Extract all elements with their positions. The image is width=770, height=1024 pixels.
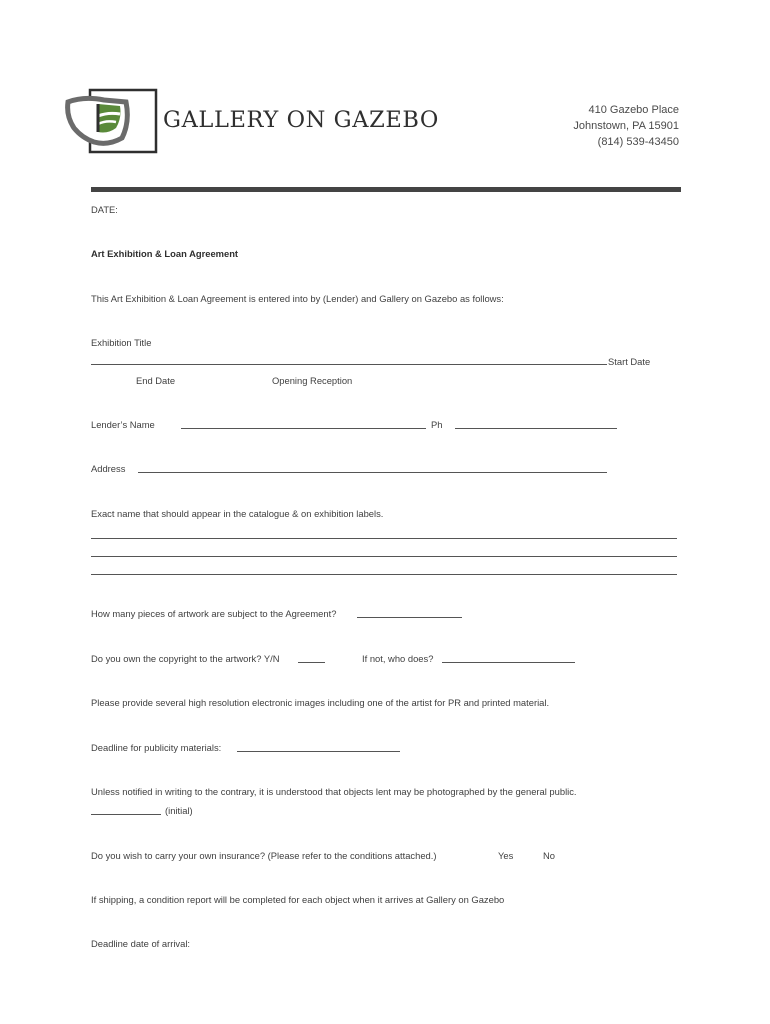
- if-not-label: If not, who does?: [362, 653, 434, 664]
- lender-name-label: Lender’s Name: [91, 419, 155, 430]
- header-divider: [91, 187, 681, 192]
- pieces-count-field[interactable]: [357, 617, 462, 618]
- address-field[interactable]: [138, 472, 607, 473]
- photography-notice: Unless notified in writing to the contrary, it is understood that objects lent may be photographed by the general public.: [91, 786, 577, 797]
- gallery-logo-icon: [64, 88, 164, 156]
- address-line-1: 410 Gazebo Place: [588, 104, 679, 116]
- intro-text: This Art Exhibition & Loan Agreement is entered into by (Lender) and Gallery on Gazebo as follows:: [91, 293, 504, 304]
- publicity-deadline-label: Deadline for publicity materials:: [91, 742, 222, 753]
- copyright-question: Do you own the copyright to the artwork? Y/N: [91, 653, 280, 664]
- form-title: Art Exhibition & Loan Agreement: [91, 248, 239, 259]
- catalogue-name-field-2[interactable]: [91, 556, 677, 557]
- copyright-owner-field[interactable]: [442, 662, 575, 663]
- catalogue-name-label: Exact name that should appear in the catalogue & on exhibition labels.: [91, 508, 384, 519]
- brand-name: GALLERY ON GAZEBO: [163, 107, 439, 133]
- exhibition-title-field[interactable]: [91, 364, 607, 365]
- end-date-label: End Date: [136, 375, 176, 386]
- gallery-phone: (814) 539-43450: [597, 136, 679, 148]
- lender-name-field[interactable]: [181, 428, 426, 429]
- initial-label: (initial): [165, 805, 193, 816]
- phone-label: Ph: [431, 419, 443, 430]
- address-label: Address: [91, 463, 126, 474]
- exhibition-title-label: Exhibition Title: [91, 337, 152, 348]
- gallery-address: [479, 102, 679, 150]
- insurance-question: Do you wish to carry your own insurance? (Please refer to the conditions attached.): [91, 850, 437, 861]
- arrival-deadline-label: Deadline date of arrival:: [91, 938, 191, 949]
- opening-reception-label: Opening Reception: [272, 375, 353, 386]
- initial-field[interactable]: [91, 814, 161, 815]
- publicity-deadline-field[interactable]: [237, 751, 400, 752]
- pieces-question: How many pieces of artwork are subject to the Agreement?: [91, 608, 337, 619]
- insurance-no-option[interactable]: No: [543, 850, 555, 861]
- date-label: DATE:: [91, 204, 118, 215]
- phone-field[interactable]: [455, 428, 617, 429]
- start-date-label: Start Date: [608, 356, 651, 367]
- catalogue-name-field-3[interactable]: [91, 574, 677, 575]
- address-line-2: Johnstown, PA 15901: [573, 120, 679, 132]
- insurance-yes-option[interactable]: Yes: [498, 850, 514, 861]
- copyright-answer-field[interactable]: [298, 662, 325, 663]
- catalogue-name-field-1[interactable]: [91, 538, 677, 539]
- shipping-notice: If shipping, a condition report will be completed for each object when it arrives at Gallery on Gazebo: [91, 894, 505, 905]
- images-request-text: Please provide several high resolution electronic images including one of the artist for PR and printed material.: [91, 697, 550, 708]
